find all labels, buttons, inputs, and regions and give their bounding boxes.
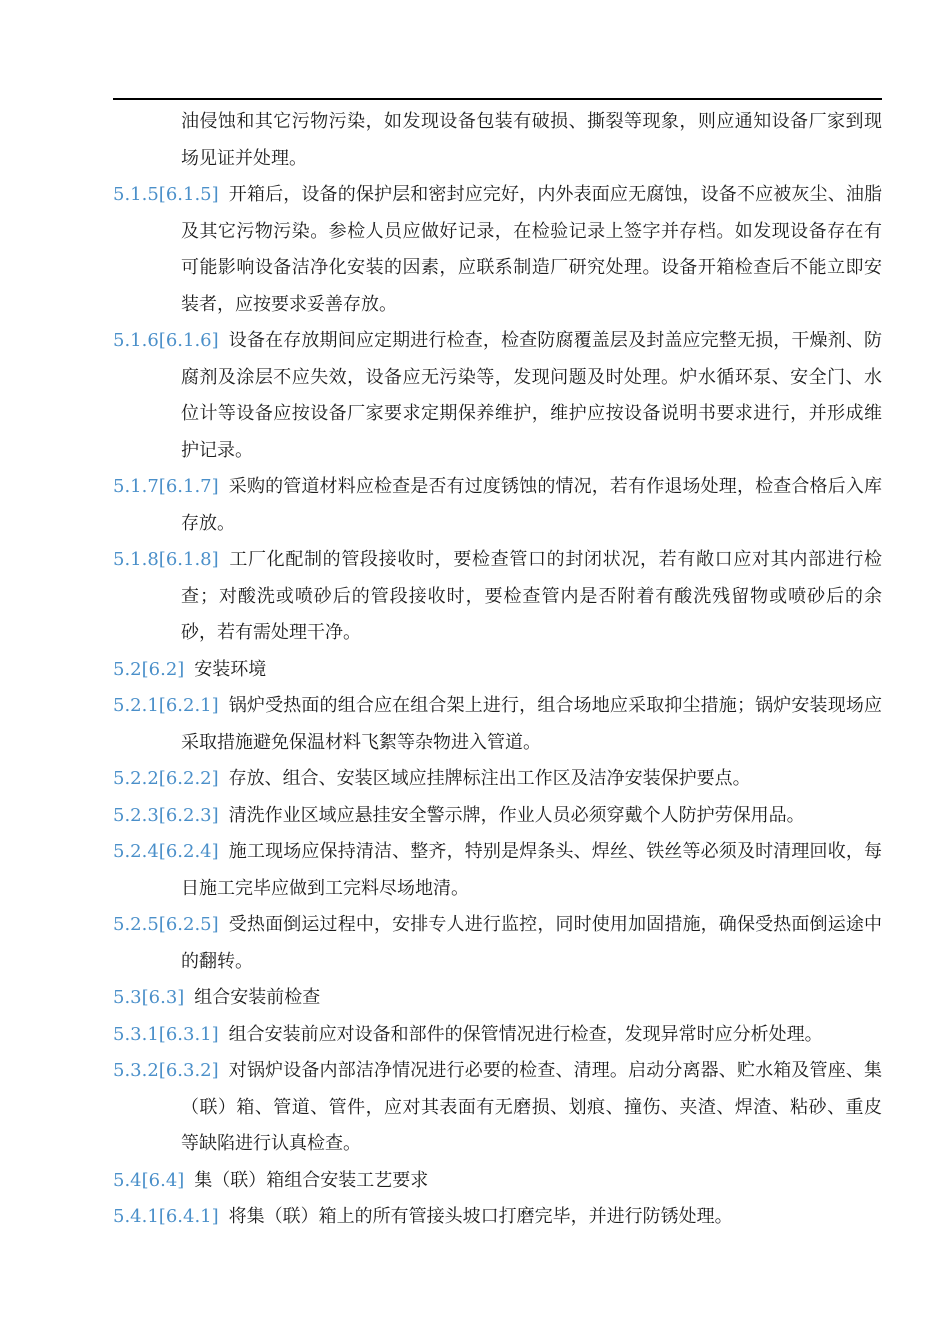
clause-text: 施工现场应保持清洁、整齐，特别是焊条头、焊丝、铁丝等必须及时清理回收，每日施工完毕应做到工完料尽场地清。 [181, 841, 882, 899]
clause-number: 5.1.6[6.1.6] [113, 330, 219, 351]
clause-text: 设备在存放期间应定期进行检查，检查防腐覆盖层及封盖应完整无损，干燥剂、防腐剂及涂层不应失效，设备应无污染等，发现问题及时处理。炉水循环泵、安全门、水位计等设备应按设备厂家要求定期保养维护，维护应按设备说明书要求进行，并形成维护记录。 [181, 330, 882, 461]
clause-text: 清洗作业区域应悬挂安全警示牌，作业人员必须穿戴个人防护劳保用品。 [228, 804, 805, 826]
clause-text: 组合安装前检查 [194, 987, 321, 1008]
clause-item [113, 1053, 882, 1163]
clause-item [113, 688, 882, 761]
clause-text: 开箱后，设备的保护层和密封应完好，内外表面应无腐蚀，设备不应被灰尘、油脂及其它污物污染。参检人员应做好记录，在检验记录上签字并存档。如发现设备存在有可能影响设备洁净化安装的因素，应联系制造厂研究处理。设备开箱检查后不能立即安装者，应按要求妥善存放。 [181, 184, 882, 315]
clause-number: 5.3.1[6.3.1] [113, 1023, 219, 1045]
clause-item [113, 980, 882, 1017]
clause-item [113, 798, 882, 835]
clause-number: 5.1.5[6.1.5] [113, 184, 219, 205]
clause-text: 受热面倒运过程中，安排专人进行监控，同时使用加固措施，确保受热面倒运途中的翻转。 [181, 914, 882, 972]
clause-item [113, 323, 882, 469]
clause-item [113, 907, 882, 980]
clause-text: 存放、组合、安装区域应挂牌标注出工作区及洁净安装保护要点。 [228, 768, 751, 789]
clause-number: 5.2.1[6.2.1] [113, 695, 219, 716]
clause-number: 5.2[6.2] [113, 658, 185, 680]
clause-number: 5.1.8[6.1.8] [113, 549, 219, 570]
clause-item [113, 1199, 882, 1236]
clause-item [113, 177, 882, 323]
clause-text: 组合安装前应对设备和部件的保管情况进行检查，发现异常时应分析处理。 [228, 1023, 823, 1045]
clause-number: 5.3[6.3] [113, 987, 185, 1008]
clause-item [113, 761, 882, 798]
clause-item [113, 1017, 882, 1054]
clause-text: 将集（联）箱上的所有管接头坡口打磨完毕，并进行防锈处理。 [228, 1206, 733, 1227]
clause-item [113, 542, 882, 652]
clause-text: 对锅炉设备内部洁净情况进行必要的检查、清理。启动分离器、贮水箱及管座、集（联）箱、管道、管件，应对其表面有无磨损、划痕、撞伤、夹渣、焊渣、粘砂、重皮等缺陷进行认真检查。 [181, 1060, 882, 1154]
clause-text: 安装环境 [194, 658, 267, 680]
clause-number: 5.4[6.4] [113, 1169, 185, 1191]
clause-number: 5.2.2[6.2.2] [113, 768, 219, 789]
clause-item [113, 469, 882, 542]
clause-number: 5.4.1[6.4.1] [113, 1206, 219, 1227]
clause-item [113, 834, 882, 907]
clause-text: 工厂化配制的管段接收时，要检查管口的封闭状况，若有敞口应对其内部进行检查；对酸洗或喷砂后的管段接收时，要检查管内是否附着有酸洗残留物或喷砂后的余砂，若有需处理干净。 [181, 549, 882, 643]
document-body [113, 104, 882, 1236]
clause-item [113, 1163, 882, 1200]
clause-text: 采购的管道材料应检查是否有过度锈蚀的情况，若有作退场处理，检查合格后入库存放。 [181, 476, 882, 534]
clause-number: 5.2.4[6.2.4] [113, 841, 219, 862]
clause-text: 锅炉受热面的组合应在组合架上进行，组合场地应采取抑尘措施；锅炉安装现场应采取措施避免保温材料飞絮等杂物进入管道。 [181, 695, 882, 753]
continuation-paragraph: 油侵蚀和其它污物污染，如发现设备包装有破损、撕裂等现象，则应通知设备厂家到现场见证并处理。 [181, 111, 882, 169]
clause-number: 5.2.3[6.2.3] [113, 804, 219, 826]
header-rule [113, 98, 882, 100]
clause-number: 5.3.2[6.3.2] [113, 1060, 219, 1081]
clause-number: 5.1.7[6.1.7] [113, 476, 219, 497]
clause-text: 集（联）箱组合安装工艺要求 [194, 1169, 429, 1191]
clause-list [113, 177, 882, 1236]
clause-number: 5.2.5[6.2.5] [113, 914, 219, 935]
clause-item [113, 652, 882, 689]
